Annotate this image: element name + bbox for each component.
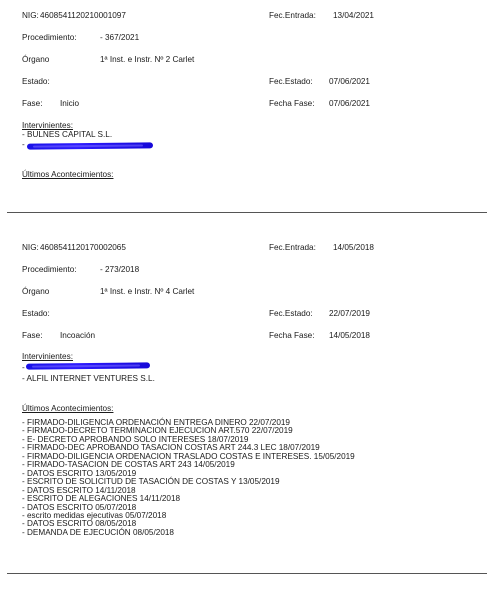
- fec-entrada-value: 13/04/2021: [333, 11, 374, 20]
- list-item: - FIRMADO-DILIGENCIA ORDENACION TRASLADO COSTAS E INTERESES. 15/05/2019: [22, 451, 355, 461]
- nig-value: 4608541120210001097: [40, 11, 126, 20]
- list-item: - FIRMADO-DECRETO TERMINACION EJECUCION ART.570 22/07/2019: [22, 426, 293, 436]
- organo-label: Órgano: [22, 287, 50, 296]
- list-item: - E- DECRETO APROBANDO SOLO INTERESES 18/07/2019: [22, 434, 249, 444]
- procedimiento-label: Procedimiento:: [22, 33, 77, 42]
- nig-value: 4608541120170002065: [40, 243, 126, 252]
- procedimiento-value: - 273/2018: [100, 265, 140, 274]
- fec-estado-value: 07/06/2021: [329, 77, 370, 86]
- list-item: - FIRMADO-DEC APROBANDO TASACION COSTAS ART 244.3 LEC 18/07/2019: [22, 443, 320, 453]
- interviniente-item: - ALFIL INTERNET VENTURES S.L.: [22, 374, 155, 383]
- fec-estado-value: 22/07/2019: [329, 309, 370, 318]
- interviniente-item: - BULNES CAPITAL S.L.: [22, 130, 113, 139]
- interviniente-item: -: [22, 363, 25, 372]
- list-item: - DEMANDA DE EJECUCIÓN 08/05/2018: [22, 527, 174, 537]
- fec-entrada-value: 14/05/2018: [333, 243, 374, 252]
- redaction-mark: [26, 362, 150, 369]
- intervinientes-label: Intervinientes:: [22, 352, 73, 361]
- list-item: - FIRMADO-TASACION DE COSTAS ART 243 14/05/2019: [22, 460, 235, 470]
- nig-label: NIG:: [22, 243, 39, 252]
- separator: [7, 573, 487, 574]
- organo-value: 1ª Inst. e Instr. Nº 4 Carlet: [100, 287, 195, 296]
- fec-entrada-label: Fec.Entrada:: [269, 11, 316, 20]
- fase-value: Incoación: [60, 331, 96, 340]
- nig-label: NIG:: [22, 11, 39, 20]
- list-item: - FIRMADO-DILIGENCIA ORDENACIÓN ENTREGA DINERO 22/07/2019: [22, 418, 290, 427]
- organo-value: 1ª Inst. e Instr. Nº 2 Carlet: [100, 55, 195, 64]
- fase-label: Fase:: [22, 331, 43, 340]
- fecha-fase-label: Fecha Fase:: [269, 99, 315, 108]
- acontecimientos-label: Últimos Acontecimientos:: [22, 404, 114, 413]
- fec-estado-label: Fec.Estado:: [269, 309, 313, 318]
- list-item: - DATOS ESCRITO 05/07/2018: [22, 502, 137, 512]
- procedimiento-value: - 367/2021: [100, 33, 140, 42]
- fase-value: Inicio: [60, 99, 80, 108]
- list-item: - ESCRITO DE ALEGACIONES 14/11/2018: [22, 494, 181, 504]
- list-item: - DATOS ESCRITO 08/05/2018: [22, 519, 137, 529]
- fecha-fase-value: 07/06/2021: [329, 99, 370, 108]
- fecha-fase-value: 14/05/2018: [329, 331, 370, 340]
- interviniente-item: -: [22, 140, 25, 149]
- list-item: - DATOS ESCRITO 14/11/2018: [22, 485, 136, 495]
- fec-entrada-label: Fec.Entrada:: [269, 243, 316, 252]
- list-item: - ESCRITO DE SOLICITUD DE TASACIÓN DE COSTAS Y 13/05/2019: [22, 477, 280, 487]
- intervinientes-label: Intervinientes:: [22, 121, 73, 130]
- organo-label: Órgano: [22, 55, 50, 64]
- procedimiento-label: Procedimiento:: [22, 265, 77, 274]
- fecha-fase-label: Fecha Fase:: [269, 331, 315, 340]
- fec-estado-label: Fec.Estado:: [269, 77, 313, 86]
- redaction-mark: [27, 142, 153, 149]
- separator: [7, 212, 487, 213]
- estado-label: Estado:: [22, 309, 50, 318]
- fase-label: Fase:: [22, 99, 43, 108]
- acontecimientos-label: Últimos Acontecimientos:: [22, 170, 114, 179]
- list-item: - DATOS ESCRITO 13/05/2019: [22, 468, 137, 478]
- list-item: - escrito medidas ejecutivas 05/07/2018: [22, 510, 167, 520]
- estado-label: Estado:: [22, 77, 50, 86]
- acontecimientos-list: [22, 419, 355, 537]
